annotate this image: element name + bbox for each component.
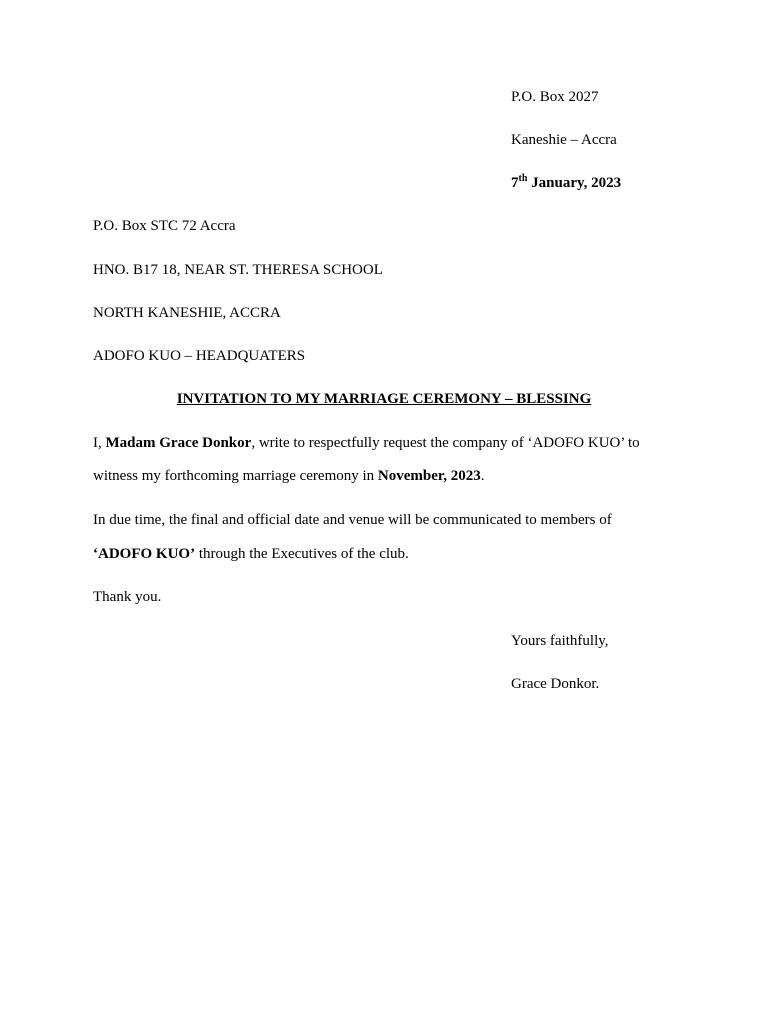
text-run: , write to respectfully request the company of ‘ADOFO KUO’ to [251,435,640,451]
recipient-area: NORTH KANESHIE, ACCRA [93,305,281,321]
date-suffix: th [518,173,528,184]
body-paragraph-2-line-2 [93,545,409,563]
closing-salutation: Yours faithfully, [511,633,609,649]
text-run: witness my forthcoming marriage ceremony in [93,468,378,484]
text-run: through the Executives of the club. [195,546,409,562]
ceremony-date-bold: November, 2023 [377,468,481,484]
text-run: . [480,468,485,484]
body-paragraph-1-line-2 [93,467,484,485]
letter-title: INVITATION TO MY MARRIAGE CEREMONY – BLESSING [176,391,592,407]
date-month-year: January, 2023 [527,175,622,191]
body-paragraph-2-line-1: In due time, the final and official date and venue will be communicated to members of [93,512,612,528]
sender-name-bold: Madam Grace Donkor [105,435,252,451]
text-run: I, [93,435,106,451]
body-paragraph-1-line-1 [93,434,640,452]
date-day: 7 [511,175,519,191]
recipient-house-address: HNO. B17 18, NEAR ST. THERESA SCHOOL [93,262,383,278]
letter-date [511,174,621,192]
signature-name: Grace Donkor. [511,676,600,692]
club-name-bold: ‘ADOFO KUO’ [93,546,196,562]
sender-po-box: P.O. Box 2027 [511,89,599,105]
thank-you-line: Thank you. [93,589,162,605]
recipient-organization: ADOFO KUO – HEADQUATERS [93,348,306,364]
sender-city: Kaneshie – Accra [511,132,617,148]
recipient-po-box: P.O. Box STC 72 Accra [93,218,236,234]
